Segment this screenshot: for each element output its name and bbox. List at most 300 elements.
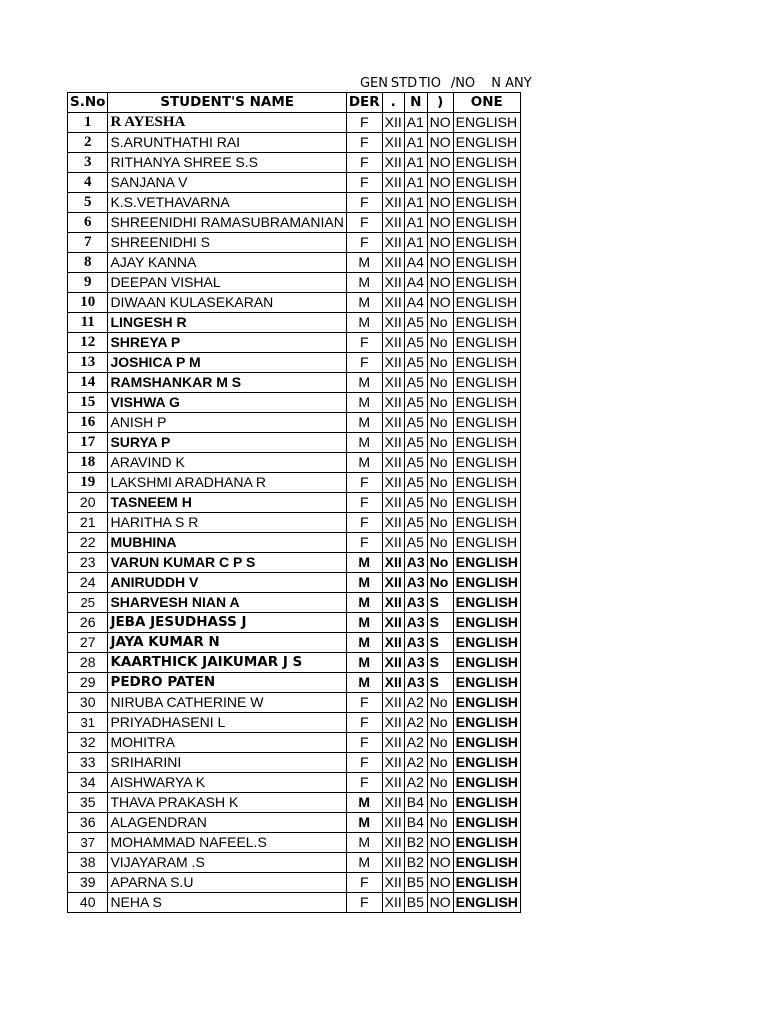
table-row [68,533,521,553]
cell-option: No [427,473,453,493]
table-row [68,793,521,813]
table-row [68,493,521,513]
cell-language: ENGLISH [453,333,520,353]
cell-std: XII [382,253,404,273]
cell-language: ENGLISH [453,493,520,513]
cell-language: ENGLISH [453,613,520,633]
cell-gender: F [346,773,382,793]
cell-gender: M [346,653,382,673]
cell-option: S [427,653,453,673]
col-header-std: . [382,93,404,113]
table-row [68,753,521,773]
cell-option: No [427,773,453,793]
cell-name: APARNA S.U [108,873,346,893]
cell-section: A5 [404,453,427,473]
cell-language: ENGLISH [453,373,520,393]
table-row [68,473,521,493]
cell-std: XII [382,653,404,673]
cell-name: MUBHINA [108,533,346,553]
cell-language: ENGLISH [453,233,520,253]
cell-language: ENGLISH [453,653,520,673]
cell-name: PRIYADHASENI L [108,713,346,733]
cell-std: XII [382,433,404,453]
table-row [68,893,521,913]
cell-gender: F [346,353,382,373]
header-top-gender: GEN [359,76,388,91]
table-row [68,293,521,313]
cell-sno: 20 [68,493,108,513]
cell-std: XII [382,473,404,493]
table-row [68,733,521,753]
cell-language: ENGLISH [453,153,520,173]
cell-section: A3 [404,673,427,693]
table-row [68,353,521,373]
cell-section: B4 [404,813,427,833]
cell-option: No [427,313,453,333]
cell-section: A5 [404,393,427,413]
table-row [68,713,521,733]
cell-option: No [427,453,453,473]
cell-option: No [427,793,453,813]
cell-language: ENGLISH [453,773,520,793]
cell-std: XII [382,353,404,373]
cell-language: ENGLISH [453,253,520,273]
cell-gender: M [346,453,382,473]
cell-std: XII [382,573,404,593]
table-row [68,413,521,433]
cell-sno: 34 [68,773,108,793]
cell-option: No [427,573,453,593]
cell-gender: F [346,473,382,493]
cell-name: VIJAYARAM .S [108,853,346,873]
cell-sno: 33 [68,753,108,773]
cell-std: XII [382,833,404,853]
cell-option: NO [427,893,453,913]
cell-sno: 14 [68,373,108,393]
cell-sno: 29 [68,673,108,693]
table-row [68,313,521,333]
cell-std: XII [382,533,404,553]
cell-name: JOSHICA P M [108,353,346,373]
cell-name: PEDRO PATEN [108,673,346,693]
cell-gender: F [346,153,382,173]
cell-name: SANJANA V [108,173,346,193]
student-table [67,92,521,913]
cell-section: A2 [404,753,427,773]
cell-option: No [427,513,453,533]
cell-name: K.S.VETHAVARNA [108,193,346,213]
header-top-option: /NO [450,76,476,91]
cell-section: A5 [404,313,427,333]
cell-option: No [427,353,453,373]
cell-option: NO [427,233,453,253]
cell-section: A5 [404,413,427,433]
cell-name: SRIHARINI [108,753,346,773]
cell-section: A3 [404,613,427,633]
cell-std: XII [382,553,404,573]
table-row [68,253,521,273]
table-row [68,433,521,453]
cell-section: B4 [404,793,427,813]
cell-name: R AYESHA [108,113,346,133]
cell-option: S [427,613,453,633]
cell-section: A3 [404,593,427,613]
cell-sno: 12 [68,333,108,353]
cell-section: A5 [404,353,427,373]
col-header-sno: S.No [68,93,108,113]
table-row [68,213,521,233]
cell-gender: F [346,713,382,733]
table-row [68,813,521,833]
cell-sno: 40 [68,893,108,913]
cell-gender: F [346,493,382,513]
table-row [68,453,521,473]
cell-language: ENGLISH [453,713,520,733]
cell-section: A3 [404,653,427,673]
cell-option: S [427,673,453,693]
cell-gender: F [346,113,382,133]
cell-section: A5 [404,493,427,513]
cell-std: XII [382,393,404,413]
cell-std: XII [382,613,404,633]
cell-language: ENGLISH [453,553,520,573]
cell-gender: M [346,293,382,313]
cell-std: XII [382,313,404,333]
cell-name: RAMSHANKAR M S [108,373,346,393]
table-row [68,193,521,213]
cell-sno: 3 [68,153,108,173]
cell-option: NO [427,173,453,193]
cell-option: No [427,533,453,553]
cell-language: ENGLISH [453,353,520,373]
table-row [68,633,521,653]
cell-sno: 32 [68,733,108,753]
cell-language: ENGLISH [453,633,520,653]
cell-option: No [427,413,453,433]
cell-std: XII [382,853,404,873]
cell-gender: M [346,373,382,393]
cell-std: XII [382,233,404,253]
cell-section: A5 [404,473,427,493]
cell-gender: F [346,893,382,913]
cell-std: XII [382,193,404,213]
cell-name: ARAVIND K [108,453,346,473]
cell-name: AISHWARYA K [108,773,346,793]
cell-sno: 4 [68,173,108,193]
cell-sno: 24 [68,573,108,593]
cell-gender: M [346,313,382,333]
table-row [68,113,521,133]
cell-name: RITHANYA SHREE S.S [108,153,346,173]
cell-gender: M [346,793,382,813]
cell-language: ENGLISH [453,413,520,433]
cell-sno: 39 [68,873,108,893]
cell-section: A4 [404,253,427,273]
cell-std: XII [382,493,404,513]
cell-sno: 16 [68,413,108,433]
cell-language: ENGLISH [453,833,520,853]
cell-std: XII [382,873,404,893]
cell-sno: 9 [68,273,108,293]
table-row [68,653,521,673]
table-row [68,873,521,893]
cell-option: No [427,733,453,753]
cell-option: NO [427,853,453,873]
table-row [68,613,521,633]
cell-section: A5 [404,513,427,533]
cell-section: A1 [404,113,427,133]
cell-name: JAYA KUMAR N [108,633,346,653]
cell-gender: M [346,853,382,873]
cell-section: A2 [404,713,427,733]
cell-name: HARITHA S R [108,513,346,533]
cell-section: A4 [404,273,427,293]
table-row [68,513,521,533]
cell-std: XII [382,153,404,173]
col-header-name: STUDENT'S NAME [108,93,346,113]
cell-gender: M [346,813,382,833]
table-row [68,853,521,873]
cell-std: XII [382,673,404,693]
cell-name: DEEPAN VISHAL [108,273,346,293]
cell-option: No [427,373,453,393]
cell-section: A2 [404,733,427,753]
cell-language: ENGLISH [453,813,520,833]
cell-option: S [427,593,453,613]
cell-gender: F [346,693,382,713]
cell-std: XII [382,273,404,293]
table-row [68,273,521,293]
cell-gender: M [346,433,382,453]
cell-option: NO [427,293,453,313]
cell-std: XII [382,213,404,233]
cell-section: A1 [404,133,427,153]
cell-option: No [427,553,453,573]
cell-std: XII [382,173,404,193]
cell-section: A2 [404,773,427,793]
cell-std: XII [382,413,404,433]
cell-option: No [427,693,453,713]
cell-section: A5 [404,433,427,453]
cell-std: XII [382,333,404,353]
cell-language: ENGLISH [453,673,520,693]
cell-sno: 1 [68,113,108,133]
cell-language: ENGLISH [453,793,520,813]
cell-gender: M [346,833,382,853]
cell-option: No [427,393,453,413]
table-row [68,373,521,393]
cell-gender: F [346,173,382,193]
cell-std: XII [382,793,404,813]
cell-std: XII [382,893,404,913]
cell-std: XII [382,133,404,153]
cell-option: No [427,713,453,733]
cell-name: VISHWA G [108,393,346,413]
cell-name: SHARVESH NIAN A [108,593,346,613]
cell-name: ANISH P [108,413,346,433]
cell-gender: F [346,733,382,753]
cell-gender: M [346,593,382,613]
cell-gender: F [346,753,382,773]
cell-name: VARUN KUMAR C P S [108,553,346,573]
table-row [68,233,521,253]
cell-name: THAVA PRAKASH K [108,793,346,813]
cell-section: A3 [404,633,427,653]
cell-name: MOHITRA [108,733,346,753]
table-row [68,133,521,153]
table-row [68,173,521,193]
cell-option: NO [427,873,453,893]
cell-sno: 11 [68,313,108,333]
table-row [68,593,521,613]
cell-language: ENGLISH [453,693,520,713]
cell-gender: M [346,413,382,433]
cell-sno: 35 [68,793,108,813]
cell-language: ENGLISH [453,753,520,773]
cell-std: XII [382,113,404,133]
cell-language: ENGLISH [453,213,520,233]
cell-gender: F [346,233,382,253]
cell-name: LINGESH R [108,313,346,333]
cell-section: A5 [404,333,427,353]
cell-gender: F [346,213,382,233]
cell-std: XII [382,513,404,533]
cell-name: AJAY KANNA [108,253,346,273]
table-row [68,573,521,593]
cell-option: No [427,493,453,513]
table-row [68,673,521,693]
cell-gender: M [346,553,382,573]
cell-language: ENGLISH [453,113,520,133]
cell-name: SHREENIDHI RAMASUBRAMANIAN [108,213,346,233]
cell-name: SHREENIDHI S [108,233,346,253]
cell-sno: 23 [68,553,108,573]
cell-language: ENGLISH [453,453,520,473]
cell-section: A2 [404,693,427,713]
cell-gender: F [346,333,382,353]
cell-name: SHREYA P [108,333,346,353]
cell-language: ENGLISH [453,733,520,753]
cell-option: NO [427,153,453,173]
cell-section: B2 [404,833,427,853]
cell-sno: 36 [68,813,108,833]
cell-option: NO [427,213,453,233]
col-header-language: ONE [453,93,520,113]
cell-gender: F [346,513,382,533]
cell-sno: 18 [68,453,108,473]
cell-gender: M [346,393,382,413]
cell-option: NO [427,133,453,153]
cell-sno: 27 [68,633,108,653]
cell-language: ENGLISH [453,513,520,533]
cell-name: NIRUBA CATHERINE W [108,693,346,713]
cell-language: ENGLISH [453,473,520,493]
cell-gender: M [346,573,382,593]
cell-sno: 10 [68,293,108,313]
cell-sno: 26 [68,613,108,633]
cell-gender: M [346,613,382,633]
cell-sno: 22 [68,533,108,553]
cell-name: NEHA S [108,893,346,913]
cell-name: KAARTHICK JAIKUMAR J S [108,653,346,673]
cell-language: ENGLISH [453,573,520,593]
cell-section: B5 [404,873,427,893]
cell-sno: 21 [68,513,108,533]
cell-sno: 30 [68,693,108,713]
cell-name: DIWAAN KULASEKARAN [108,293,346,313]
cell-gender: F [346,533,382,553]
cell-sno: 8 [68,253,108,273]
cell-section: B5 [404,893,427,913]
cell-name: MOHAMMAD NAFEEL.S [108,833,346,853]
cell-std: XII [382,293,404,313]
col-header-option: ) [427,93,453,113]
cell-language: ENGLISH [453,893,520,913]
cell-language: ENGLISH [453,853,520,873]
cell-sno: 5 [68,193,108,213]
cell-std: XII [382,373,404,393]
header-top-std: STD [390,76,418,91]
cell-option: No [427,433,453,453]
header-top-section: TIO [418,76,441,91]
cell-language: ENGLISH [453,313,520,333]
cell-option: No [427,813,453,833]
cell-language: ENGLISH [453,133,520,153]
cell-name: TASNEEM H [108,493,346,513]
cell-name: ALAGENDRAN [108,813,346,833]
cell-sno: 25 [68,593,108,613]
cell-name: SURYA P [108,433,346,453]
cell-std: XII [382,733,404,753]
cell-gender: F [346,193,382,213]
cell-sno: 13 [68,353,108,373]
cell-option: No [427,333,453,353]
cell-option: NO [427,273,453,293]
cell-std: XII [382,693,404,713]
table-header-row [68,93,521,113]
col-header-section: N [404,93,427,113]
cell-section: B2 [404,853,427,873]
cell-sno: 31 [68,713,108,733]
cell-language: ENGLISH [453,593,520,613]
cell-section: A5 [404,373,427,393]
cell-section: A5 [404,533,427,553]
table-row [68,153,521,173]
cell-option: NO [427,113,453,133]
cell-section: A1 [404,233,427,253]
cell-std: XII [382,773,404,793]
table-row [68,393,521,413]
cell-gender: F [346,133,382,153]
cell-section: A3 [404,553,427,573]
table-row [68,773,521,793]
cell-sno: 2 [68,133,108,153]
cell-section: A1 [404,193,427,213]
cell-std: XII [382,753,404,773]
cell-section: A1 [404,213,427,233]
cell-gender: M [346,633,382,653]
cell-sno: 37 [68,833,108,853]
cell-language: ENGLISH [453,533,520,553]
table-row [68,693,521,713]
cell-gender: M [346,673,382,693]
cell-option: NO [427,253,453,273]
cell-gender: F [346,873,382,893]
cell-gender: M [346,273,382,293]
cell-language: ENGLISH [453,433,520,453]
cell-sno: 6 [68,213,108,233]
cell-name: LAKSHMI ARADHANA R [108,473,346,493]
